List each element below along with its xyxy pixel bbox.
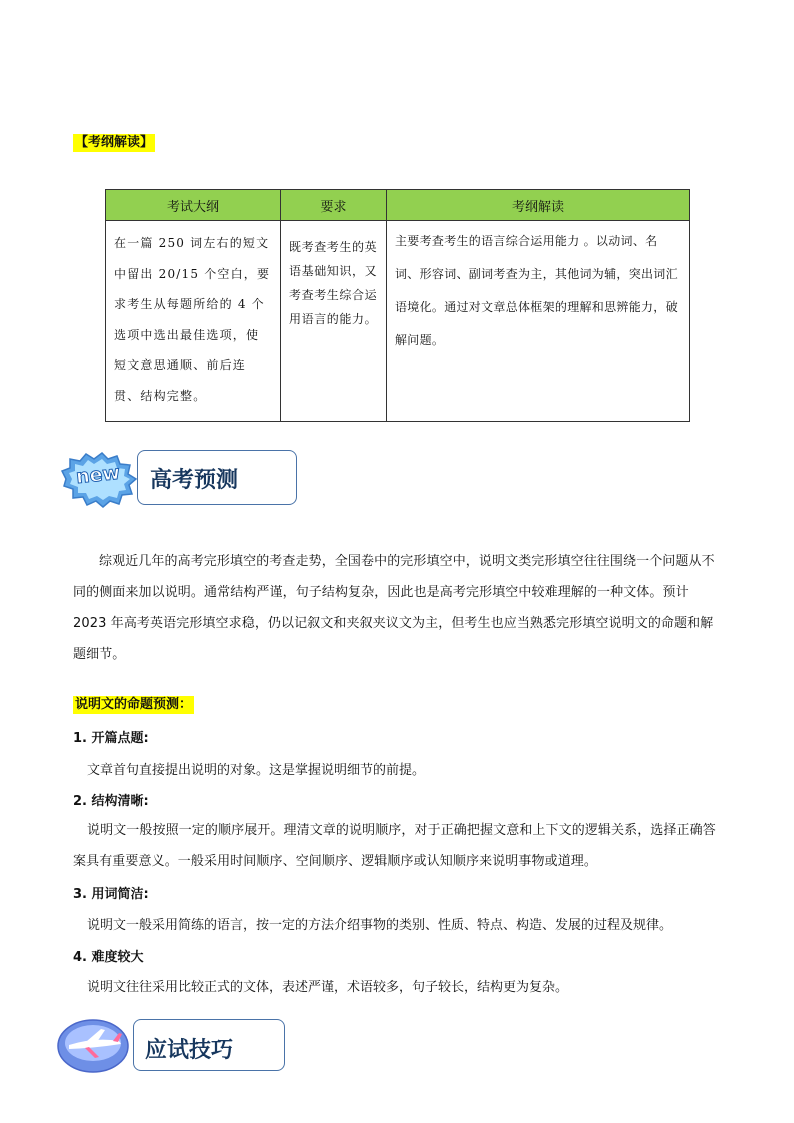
point-body: 说明文往往采用比较正式的文体，表述严谨，术语较多，句子较长，结构更为复杂。 xyxy=(87,980,569,995)
point-body: 说明文一般采用简练的语言，按一定的方法介绍事物的类别、性质、特点、构造、发展的过程及规律。 xyxy=(87,918,673,933)
section-title: 高考预测 xyxy=(150,467,239,493)
point-body: 说明文一般按照一定的顺序展开。理清文章的说明顺序，对于正确把握文意和上下文的逻辑关系，选择正确答案具有重要意义。一般采用时间顺序、空间顺序、逻辑顺序或认知顺序来说明事物或道理。 xyxy=(73,823,716,869)
table-cell-text: 既考查考生的英语基础知识，又考查考生综合运用语言的能力。 xyxy=(289,240,378,326)
table-header-cell: 考纲解读 xyxy=(387,190,690,221)
airplane-badge-icon xyxy=(55,1015,133,1075)
table-cell: 主要考查考生的语言综合运用能力 。以动词、名词、形容词、副词考查为主，其他词为辅，突出词汇语境化。通过对文章总体框架的理解和思辨能力，破解问题。 xyxy=(387,221,690,422)
point-heading: 2. 结构清晰: xyxy=(73,794,149,809)
table-header-cell: 要求 xyxy=(281,190,387,221)
point-body: 文章首句直接提出说明的对象。这是掌握说明细节的前提。 xyxy=(87,763,426,778)
outline-table xyxy=(105,189,690,422)
table-row xyxy=(106,221,690,422)
table-header-cell: 考试大纲 xyxy=(106,190,281,221)
outline-tag: 【考纲解读】 xyxy=(75,135,154,150)
table-header-row xyxy=(106,190,690,221)
section-title: 应试技巧 xyxy=(145,1037,234,1063)
prediction-tag: 说明文的命题预测： xyxy=(75,697,193,712)
table-cell: 在一篇 250 词左右的短文中留出 20/15 个空白，要求考生从每题所给的 4 个选项中选出最佳选项，使短文意思通顺、前后连贯、结构完整。 xyxy=(106,221,281,422)
point-heading: 4. 难度较大 xyxy=(73,950,144,965)
intro-paragraph: 综观近几年的高考完形填空的考查走势，全国卷中的完形填空中，说明文类完形填空往往围绕一个问题从不同的侧面来加以说明。通常结构严谨，句子结构复杂，因此也是高考完形填空中较难理解的一种文体。预计 2023 年高考英语完形填空求稳，仍以记叙文和夹叙夹议文为主，但考生也应当熟悉完形填空说明文的命题和解题细节。 xyxy=(73,554,715,662)
point-heading: 3. 用词简洁: xyxy=(73,887,149,902)
new-badge-text: new xyxy=(74,461,122,489)
point-heading: 1. 开篇点题: xyxy=(73,731,149,746)
table-cell xyxy=(281,221,387,422)
